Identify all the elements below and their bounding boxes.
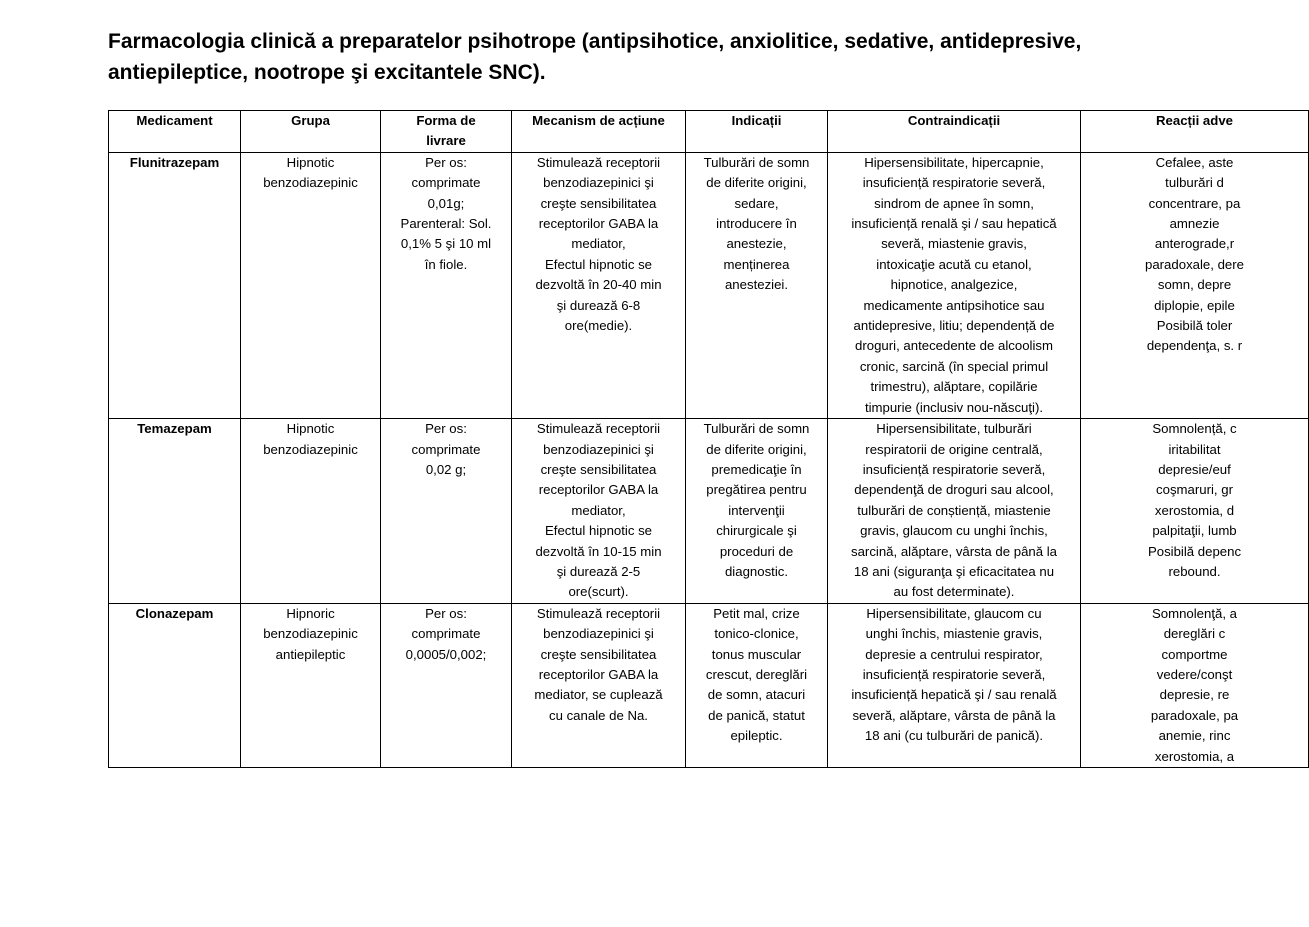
mechanism-cell: Stimulează receptorii benzodiazepinici şi creşte sensibilitatea receptorilor GABA la mediator, Efectul hipnotic se dezvoltă în 10-15 min şi durează 2-5 ore(scurt). [512, 419, 686, 604]
drug-name-cell: Flunitrazepam [109, 152, 241, 418]
drug-name-cell: Clonazepam [109, 603, 241, 767]
group-cell: Hipnotic benzodiazepinic [241, 152, 381, 418]
column-header-mecanism: Mecanism de acțiune [512, 111, 686, 153]
title-line: antiepileptice, nootrope şi excitantele SNC). [108, 61, 546, 84]
contraindications-cell: Hipersensibilitate, glaucom cu unghi închis, miastenie gravis, depresie a centrului respirator, insuficiență respiratorie severă, insuficiență hepatică şi / sau renală severă, alăptare, vârsta de până la 18 ani (cu tulburări de panică). [828, 603, 1081, 767]
column-header-indicatii: Indicații [686, 111, 828, 153]
indications-cell: Tulburări de somn de diferite origini, premedicaţie în pregătirea pentru intervenţii chirurgicale şi proceduri de diagnostic. [686, 419, 828, 604]
adverse-reactions-cell: Somnolenţă, a dereglări c comportme vedere/conşt depresie, re paradoxale, pa anemie, rinc xerostomia, a [1081, 603, 1309, 767]
drug-table [108, 110, 1309, 768]
title-line: Farmacologia clinică a preparatelor psihotrope (antipsihotice, anxiolitice, sedative, antidepresive, [108, 30, 1082, 53]
column-header-grupa: Grupa [241, 111, 381, 153]
delivery-form-cell: Per os: comprimate 0,01g; Parenteral: Sol. 0,1% 5 şi 10 ml în fiole. [381, 152, 512, 418]
drug-name-cell: Temazepam [109, 419, 241, 604]
contraindications-cell: Hipersensibilitate, tulburări respiratorii de origine centrală, insuficiență respiratorie severă, dependenţă de droguri sau alcool, tulburări de conștiență, miastenie gravis, glaucom cu unghi închis, sarcină, alăptare, vârsta de până la 18 ani (siguranţa şi eficacitatea nu au fost determinate). [828, 419, 1081, 604]
delivery-form-cell: Per os: comprimate 0,0005/0,002; [381, 603, 512, 767]
column-header-medicament: Medicament [109, 111, 241, 153]
indications-cell: Tulburări de somn de diferite origini, sedare, introducere în anestezie, menținerea anesteziei. [686, 152, 828, 418]
table-row-clonazepam [109, 603, 1309, 767]
drug-table-container [108, 110, 1244, 768]
column-header-reactii-adverse: Reacții adve [1081, 111, 1309, 153]
column-header-contraindicatii: Contraindicații [828, 111, 1081, 153]
adverse-reactions-cell: Somnolență, c iritabilitat depresie/euf coşmaruri, gr xerostomia, d palpitaţii, lumb Posibilă depenc rebound. [1081, 419, 1309, 604]
table-row-flunitrazepam [109, 152, 1309, 418]
mechanism-cell: Stimulează receptorii benzodiazepinici şi creşte sensibilitatea receptorilor GABA la mediator, se cuplează cu canale de Na. [512, 603, 686, 767]
table-row-temazepam [109, 419, 1309, 604]
indications-cell: Petit mal, crize tonico-clonice, tonus muscular crescut, dereglări de somn, atacuri de panică, statut epileptic. [686, 603, 828, 767]
table-header-row [109, 111, 1309, 153]
contraindications-cell: Hipersensibilitate, hipercapnie, insuficiență respiratorie severă, sindrom de apnee în somn, insuficiență renală şi / sau hepatică severă, miastenie gravis, intoxicaţie acută cu etanol, hipnotice, analgezice, medicamente antipsihotice sau antidepresive, litiu; dependență de droguri, antecedente de alcoolism cronic, sarcină (în special primul trimestru), alăptare, copilărie timpurie (inclusiv nou-născuţi). [828, 152, 1081, 418]
delivery-form-cell: Per os: comprimate 0,02 g; [381, 419, 512, 604]
adverse-reactions-cell: Cefalee, aste tulburări d concentrare, pa amnezie anterograde,r paradoxale, dere somn, depre diplopie, epile Posibilă toler dependenţa, s. r [1081, 152, 1309, 418]
group-cell: Hipnoric benzodiazepinic antiepileptic [241, 603, 381, 767]
group-cell: Hipnotic benzodiazepinic [241, 419, 381, 604]
mechanism-cell: Stimulează receptorii benzodiazepinici şi creşte sensibilitatea receptorilor GABA la mediator, Efectul hipnotic se dezvoltă în 20-40 min şi durează 6-8 ore(medie). [512, 152, 686, 418]
column-header-forma-de-livrare: Forma de livrare [381, 111, 512, 153]
page-title [108, 26, 1168, 88]
